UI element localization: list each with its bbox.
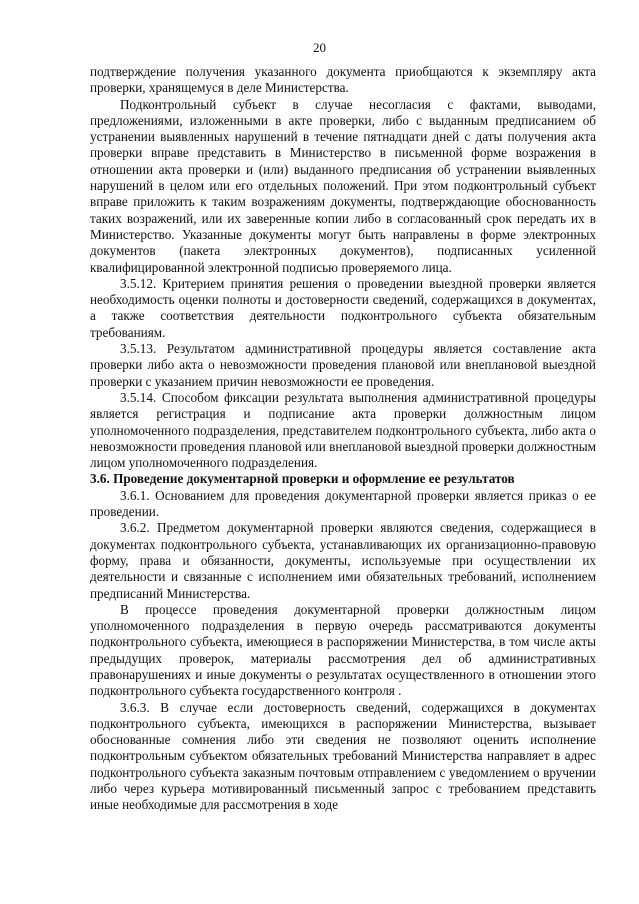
page-number: 20 xyxy=(313,40,326,55)
paragraph-3-6-2: 3.6.2. Предметом документарной проверки являются сведения, содержащиеся в документах подконтрольного субъекта, устанавливающих их организационно-правовую форму, права и обязанности, документы, используемые при осуществлении их деятельности и связанные с исполнением ими обязательных требований, исполнением предписаний Министерства. xyxy=(90,520,596,601)
section-heading-3-6: 3.6. Проведение документарной проверки и оформление ее результатов xyxy=(90,471,515,487)
paragraph-review-process: В процессе проведения документарной проверки должностным лицом уполномоченного подразделения в первую очередь рассматриваются документы подконтрольного субъекта, имеющиеся в распоряжении Министерства, в том числе акты предыдущих проверок, материалы рассмотрения дел об административных правонарушениях и иные документы о результатах осуществленного в отношении этого подконтрольного субъекта государственного контроля . xyxy=(90,601,596,699)
paragraph-objection: Подконтрольный субъект в случае несогласия с фактами, выводами, предложениями, изложенными в акте проверки, либо с выданным предписанием об устранении выявленных нарушений в течение пятнадцати дней с даты получения акта проверки вправе представить в Министерство в письменной форме возражения в отношении акта проверки и (или) выданного предписания об устранении выявленных нарушений в целом или его отдельных положений. При этом подконтрольный субъект вправе приложить к таким возражениям документы, подтверждающие обоснованность таких возражений, или их заверенные копии либо в согласованный срок передать их в Министерство. Указанные документы могут быть направлены в форме электронных документов (пакета электронных документов), подписанных усиленной квалифицированной электронной подписью проверяемого лица. xyxy=(90,96,596,275)
paragraph-3-6-3: 3.6.3. В случае если достоверность сведений, содержащихся в документах подконтрольного субъекта, имеющихся в распоряжении Министерства, вызывает обоснованные сомнения либо эти сведения не позволяют оценить исполнение подконтрольным субъектом обязательных требований Министерства направляет в адрес подконтрольного субъекта заказным почтовым отправлением с уведомлением о вручении либо через курьера мотивированный письменный запрос с требованием представить иные необходимые для рассмотрения в ходе xyxy=(90,699,596,813)
paragraph-3-5-13: 3.5.13. Результатом административной процедуры является составление акта проверки либо акта о невозможности проведения плановой или внеплановой выездной проверки с указанием причин невозможности ее проведения. xyxy=(90,341,596,389)
document-body xyxy=(90,64,596,814)
paragraph-3-5-14: 3.5.14. Способом фиксации результата выполнения административной процедуры является регистрация и подписание акта проверки должностным лицом уполномоченного подразделения, представителем подконтрольного субъекта, либо акта о невозможности проведения плановой или внеплановой выездной проверки должностным лицом уполномоченного подразделения. xyxy=(90,389,596,471)
paragraph-3-6-1: 3.6.1. Основанием для проведения документарной проверки является приказ о ее проведении. xyxy=(90,487,596,520)
paragraph-continuation: подтверждение получения указанного документа приобщаются к экземпляру акта проверки, хранящемуся в деле Министерства. xyxy=(90,64,596,96)
paragraph-3-5-12: 3.5.12. Критерием принятия решения о проведении выездной проверки является необходимость оценки полноты и достоверности сведений, содержащихся в документах, а также соответствия деятельности подконтрольного субъекта обязательным требованиям. xyxy=(90,275,596,340)
